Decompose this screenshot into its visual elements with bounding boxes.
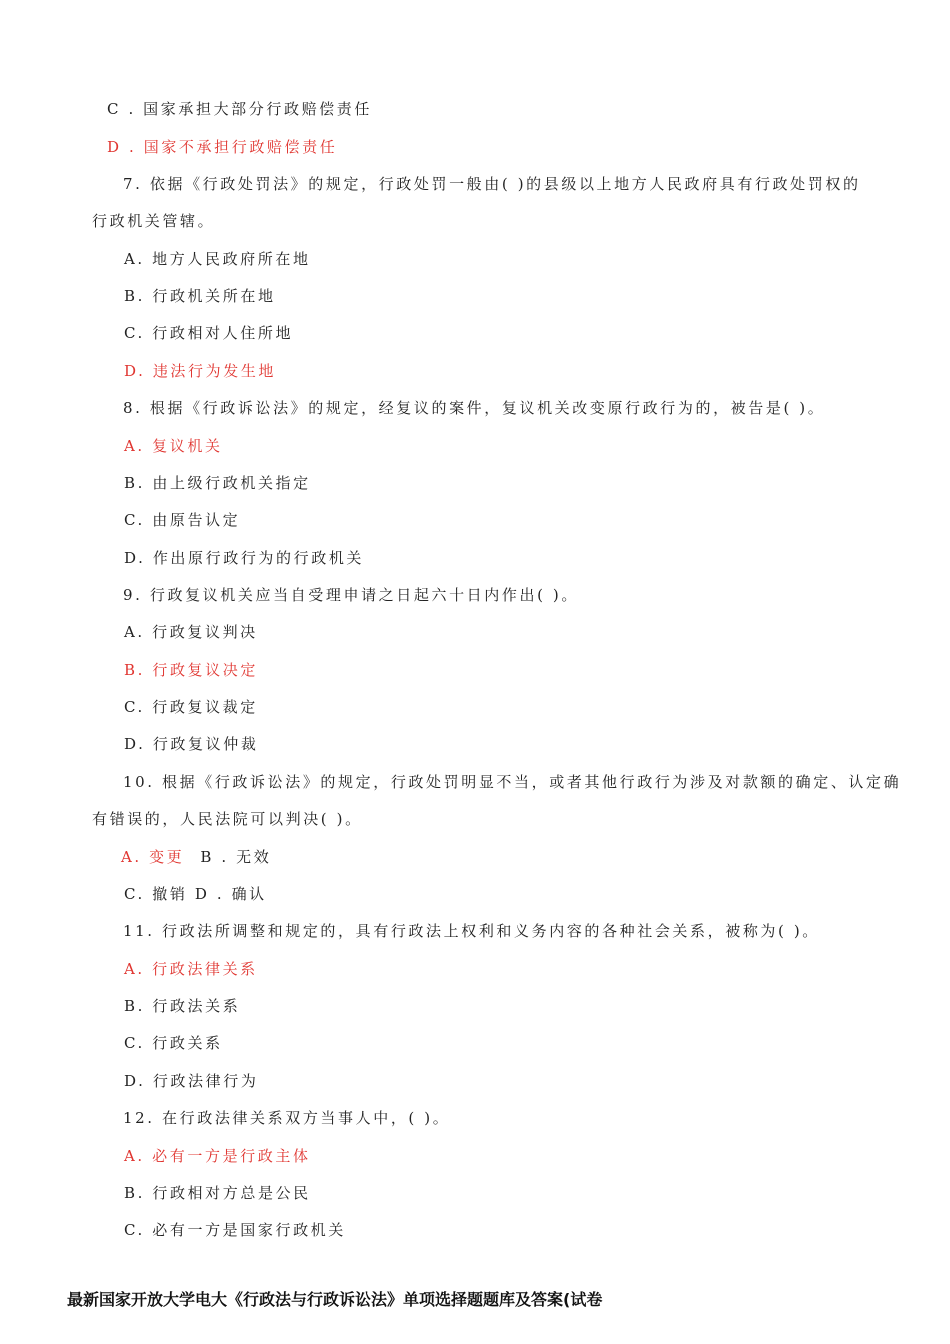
- question-11: 11. 行政法所调整和规定的，具有行政法上权利和义务内容的各种社会关系，被称为( )。: [123, 922, 820, 940]
- option-b-q12: B. 行政相对方总是公民: [124, 1184, 311, 1202]
- option-b-q9-answer: B. 行政复议决定: [124, 661, 258, 679]
- document-footer-title: 最新国家开放大学电大《行政法与行政诉讼法》单项选择题题库及答案(试卷: [67, 1290, 603, 1309]
- question-12: 12. 在行政法律关系双方当事人中，( )。: [123, 1109, 451, 1127]
- option-c-q11: C. 行政关系: [124, 1034, 223, 1052]
- option-a-q7: A. 地方人民政府所在地: [124, 250, 311, 268]
- option-a-q8-answer: A. 复议机关: [124, 437, 223, 455]
- option-b-q10: B . 无效: [200, 848, 272, 866]
- option-a-q10-answer: A. 变更: [121, 848, 185, 866]
- option-c-q9: C. 行政复议裁定: [124, 698, 258, 716]
- option-d-q9: D. 行政复议仲裁: [124, 735, 259, 753]
- option-c-q12: C. 必有一方是国家行政机关: [124, 1221, 346, 1239]
- option-b-q11: B. 行政法关系: [124, 997, 241, 1015]
- option-a-q9: A. 行政复议判决: [124, 623, 258, 641]
- option-c-q7: C. 行政相对人住所地: [124, 324, 294, 342]
- option-b-q7: B. 行政机关所在地: [124, 287, 276, 305]
- question-7-line-1: 7. 依据《行政处罚法》的规定，行政处罚一般由( )的县级以上地方人民政府具有行政处罚权的: [123, 175, 861, 193]
- question-8: 8. 根据《行政诉讼法》的规定，经复议的案件，复议机关改变原行政行为的，被告是( )。: [123, 399, 826, 417]
- option-d-q6-answer: D . 国家不承担行政赔偿责任: [107, 138, 338, 156]
- option-d-q7-answer: D. 违法行为发生地: [124, 362, 277, 380]
- option-d-q8: D. 作出原行政行为的行政机关: [124, 549, 365, 567]
- option-b-q8: B. 由上级行政机关指定: [124, 474, 311, 492]
- question-10-line-2: 有错误的，人民法院可以判决( )。: [92, 810, 363, 828]
- option-c-q6: C . 国家承担大部分行政赔偿责任: [107, 100, 372, 118]
- option-a-q12-answer: A. 必有一方是行政主体: [124, 1147, 311, 1165]
- options-cd-q10: C. 撤销 D . 确认: [124, 885, 267, 903]
- option-a-q11-answer: A. 行政法律关系: [124, 960, 258, 978]
- question-10-line-1: 10. 根据《行政诉讼法》的规定，行政处罚明显不当，或者其他行政行为涉及对款额的确定、认定确: [123, 773, 902, 791]
- question-9: 9. 行政复议机关应当自受理申请之日起六十日内作出( )。: [123, 586, 579, 604]
- option-c-q8: C. 由原告认定: [124, 511, 241, 529]
- options-ab-q10: [121, 847, 271, 867]
- option-d-q11: D. 行政法律行为: [124, 1072, 259, 1090]
- question-7-line-2: 行政机关管辖。: [92, 212, 216, 230]
